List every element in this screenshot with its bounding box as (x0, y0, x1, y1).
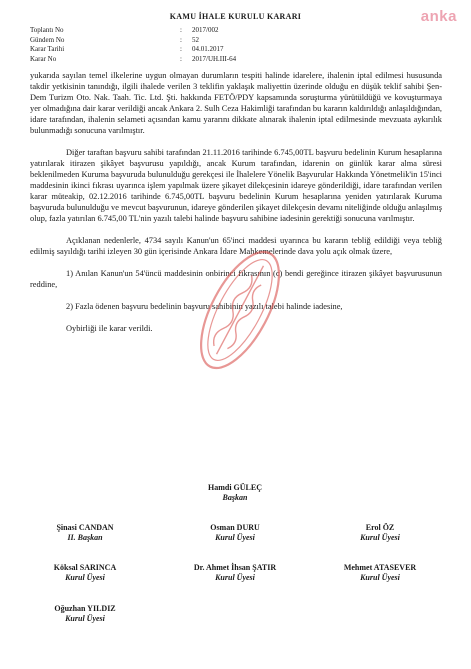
signatory-name: Şinasi CANDAN (56, 523, 114, 532)
meta-colon: : (180, 54, 182, 63)
document-body (30, 70, 442, 345)
signatory-role: Başkan (222, 493, 248, 502)
meta-row (30, 36, 330, 46)
body-paragraph: Açıklanan nedenlerle, 4734 sayılı Kanun'un 65'inci maddesi uyarınca bu kararın tebliğ edildiği veya tebliğ edilmiş sayıldığı tarihi izleyen 30 gün içerisinde Ankara İdare Mahkemelerinde dava yolu açık olmak üzere, (30, 236, 442, 256)
anka-watermark: anka (420, 8, 457, 25)
signature-member (320, 523, 440, 543)
signatory-name: Köksal SARINCA (53, 563, 117, 572)
signatory-role: Kurul Üyesi (65, 573, 105, 582)
meta-row (30, 45, 330, 55)
signatory-role: Kurul Üyesi (65, 614, 105, 623)
signatory-name: Osman DURU (210, 523, 260, 532)
signature-member (30, 604, 140, 624)
signature-member (310, 563, 450, 583)
meta-key: Gündem No (30, 35, 65, 44)
signatory-role: Kurul Üyesi (215, 573, 255, 582)
signature-chairman (170, 483, 300, 503)
signature-member (175, 523, 295, 543)
body-paragraph: yukarıda sayılan temel ilkelerine uygun olmayan durumların tespiti halinde idarelere, ihalenin iptal edilmesi hususunda takdir yetkisinin tanındığı, ilgili ihalede verilen 3 teklifin yaklaşık maliyettin üzerinde olduğu en düşük teklif sahibi Şen-Dem Turizm Oto. Nak. Taah. Tic. Ltd. Şti. hakkında FETÖ/PDY kapsamında soruşturma yürütüldüğü ve kovuşturmaya yer olmadığına dair karar verildiği ancak Ankara 2. Sulh Ceza Hakimliği tarafından bu kararın kaldırıldığı anlaşıldığından, idare tarafından, ihalenin selameti açısından kamu yararını dikkate alınarak ihalenin iptal edilmesinde mevzuata aykırılık bulunmadığı sonucuna varılmıştır. (30, 71, 442, 135)
decision-item: 2) Fazla ödenen başvuru bedelinin başvuru sahibinin yazılı talebi halinde iadesine, (66, 302, 343, 311)
unanimous-statement: Oybirliği ile karar verildi. (66, 324, 153, 333)
signatory-name: Oğuzhan YILDIZ (54, 604, 116, 613)
decision-item: 1) Anılan Kanun'un 54'üncü maddesinin onbirinci fıkrasının (c) bendi gereğince itirazen şikâyet başvurusunun reddine, (30, 269, 442, 289)
meta-value: 2017/002 (192, 26, 219, 34)
meta-key: Karar Tarihi (30, 45, 65, 54)
signatory-role: Kurul Üyesi (215, 533, 255, 542)
signatory-name: Mehmet ATASEVER (343, 563, 417, 572)
meta-colon: : (180, 45, 182, 54)
signature-vice-chairman (30, 523, 140, 543)
meta-value: 2017/UH.III-64 (192, 54, 237, 63)
meta-colon: : (180, 26, 182, 34)
meta-value: 52 (192, 35, 199, 44)
signature-member (160, 563, 310, 583)
body-paragraph: Diğer taraftan başvuru sahibi tarafından 21.11.2016 tarihinde 6.745,00TL başvuru bedelinin Kurum hesaplarına yatırılarak itirazen şikâyet başvurusu yapıldığı, ancak Kurum tarafından, idarenin on günlük karar alma süresi beklenilmeden Kuruma başvuruda bulunulduğu gerekçesi ile İhalelere Yönelik Başvurular Hakkında Yönetmelik'in 15'inci maddesinin ikinci fıkrası uyarınca işlem yapılmak üzere şikayet dilekçesinin idareye gönderildiği, idare tarafından verilen karar müteakip, 02.12.2016 tarihinde 6.745,00TL başvuru bedelinin Kurum hesaplarına yeniden yatırılarak Kuruma başvuruda bulunulduğu ve mevcut başvurunun, idareye gönderilen şikayet dilekçesin devamı niteliğinde olduğu anlaşılmış olup, fazla yatırılan 6.745,00 TL'nin yazılı talebi halinde başvuru sahibine iadesinin gerektiği sonucuna varılmıştır. (30, 148, 442, 223)
document-title: KAMU İHALE KURULU KARARI (169, 12, 302, 21)
meta-key: Karar No (30, 54, 57, 63)
signatory-name: Erol ÖZ (365, 523, 395, 532)
signatory-name: Dr. Ahmet İhsan ŞATIR (193, 563, 277, 572)
signatory-role: Kurul Üyesi (360, 533, 400, 542)
decision-meta (30, 26, 330, 64)
signatory-name: Hamdi GÜLEÇ (207, 483, 262, 492)
meta-row (30, 55, 330, 65)
signatory-role: II. Başkan (67, 533, 103, 542)
meta-row (30, 26, 330, 36)
signatory-role: Kurul Üyesi (360, 573, 400, 582)
meta-colon: : (180, 35, 182, 44)
meta-value: 04.01.2017 (192, 45, 224, 54)
meta-key: Toplantı No (30, 26, 64, 34)
signature-member (30, 563, 140, 583)
